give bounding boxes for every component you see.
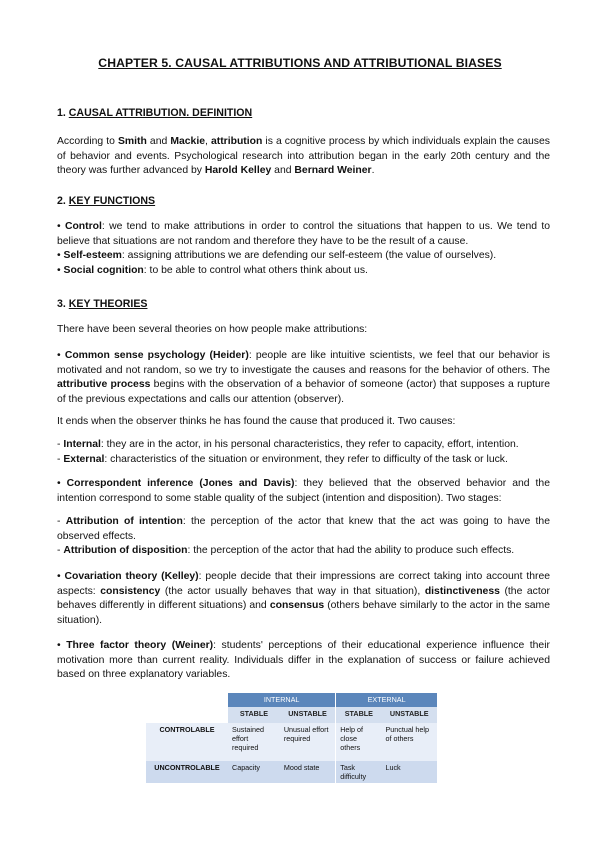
item-text: : characteristics of the situation or environment, they refer to difficulty of the task or luck.	[104, 453, 508, 465]
section-1-title: CAUSAL ATTRIBUTION. DEFINITION	[68, 107, 253, 119]
common-sense-paragraph	[57, 349, 550, 407]
section-3-title: KEY THEORIES	[68, 298, 148, 310]
author-smith: Smith	[118, 136, 147, 147]
item-text: : the perception of the actor that had the ability to produce such effects.	[187, 545, 515, 557]
section-1-paragraph	[57, 135, 550, 179]
text: (the actor behaves differently in different situations) and	[57, 585, 551, 612]
text: is a cognitive process by which individuals explain the causes of behavior and events. Psychological research into attribution began in the early 20th century and the theory was further advanced by	[57, 136, 550, 177]
empty-header-cell	[146, 693, 228, 707]
item-term: Self-esteem	[63, 250, 122, 262]
theory-name: Correspondent inference (Jones and Davis)	[66, 478, 295, 489]
table-cell: Luck	[381, 761, 437, 783]
causes-list	[57, 438, 550, 467]
item-term: Social cognition	[63, 264, 144, 276]
item-text: : we tend to make attributions in order to control the situations that happen to us. We tend to believe that situations are not random and therefore they have to be the result of a cause.	[57, 221, 550, 247]
text: According to	[57, 136, 118, 147]
author-kelley: Harold Kelley	[204, 165, 272, 177]
list-item	[57, 453, 550, 468]
author-mackie: Mackie	[170, 136, 206, 147]
text: : people decide that their impressions are correct taking into account three aspects:	[57, 571, 550, 597]
text: (others behave similarly to the actor in the same situation).	[57, 600, 550, 626]
text: : people are like intuitive scientists, we feel that our behavior is motivated and not random, so we try to investigate the causes and reasons for the behavior of others. The	[57, 350, 550, 376]
bullet: •	[57, 571, 65, 582]
text: ,	[205, 136, 211, 147]
list-item	[57, 220, 550, 249]
row-header: CONTROLABLE	[146, 723, 228, 761]
weiner-attribution-table	[146, 693, 437, 783]
item-text: : to be able to control what others think about us.	[143, 264, 368, 276]
text: and	[146, 136, 171, 147]
section-3-heading	[57, 297, 550, 312]
bullet: •	[57, 640, 67, 651]
table-cell: Unusual effort required	[280, 723, 336, 761]
dash: -	[57, 439, 64, 450]
bullet: •	[57, 250, 64, 262]
list-item	[57, 515, 550, 544]
header-external: EXTERNAL	[336, 693, 437, 707]
subheader-unstable: UNSTABLE	[381, 707, 437, 723]
subheader-unstable: UNSTABLE	[280, 707, 336, 723]
table-cell: Task difficulty	[336, 761, 382, 783]
table-cell: Punctual help of others	[381, 723, 437, 761]
table-row	[146, 761, 437, 783]
term-attribution: attribution	[210, 136, 263, 147]
term: distinctiveness	[424, 585, 500, 597]
stages-list	[57, 515, 550, 559]
author-weiner: Bernard Weiner	[294, 165, 372, 177]
section-2-number: 2.	[57, 195, 69, 207]
term: consistency	[100, 585, 161, 597]
three-factor-paragraph	[57, 639, 550, 683]
theory-name: Common sense psychology (Heider)	[64, 350, 249, 361]
list-item	[57, 249, 550, 264]
text: begins with the observation of a behavior of someone (actor) that supposes a rupture of the previous expectations and calls our attention (observer).	[57, 379, 551, 405]
bullet: •	[57, 264, 64, 276]
chapter-title: CHAPTER 5. CAUSAL ATTRIBUTIONS AND ATTRIBUTIONAL BIASES	[98, 56, 502, 70]
list-item	[57, 438, 550, 453]
section-3-number: 3.	[57, 298, 69, 310]
term: consensus	[269, 600, 325, 612]
intro-text: There have been several theories on how people make attributions:	[57, 324, 368, 335]
section-1-number: 1.	[57, 107, 69, 119]
text: and	[271, 165, 295, 177]
item-term: Internal	[63, 439, 101, 450]
correspondent-inference-paragraph	[57, 477, 550, 506]
row-header: UNCONTROLABLE	[146, 761, 228, 783]
item-term: Attribution of intention	[65, 516, 183, 527]
theories-intro	[57, 323, 550, 338]
bullet: •	[57, 221, 65, 232]
text: : they believed that the observed behavior and the intention correspond to some stable quality of the subject (intention and disposition). Two stages:	[57, 478, 550, 504]
dash: -	[57, 516, 66, 527]
empty-subheader-cell	[146, 707, 228, 723]
theory-name: Three factor theory (Weiner)	[66, 640, 214, 651]
table-cell: Capacity	[228, 761, 280, 783]
key-functions-list	[57, 220, 550, 278]
text: (the actor usually behaves that way in that situation),	[160, 585, 425, 597]
subheader-stable: STABLE	[336, 707, 382, 723]
term: attributive process	[57, 379, 151, 391]
dash: -	[57, 545, 64, 557]
table-row	[146, 723, 437, 761]
covariation-paragraph	[57, 570, 550, 628]
header-internal: INTERNAL	[228, 693, 336, 707]
text: : students' perceptions of their educational experience influence their motivation more than current reality. Individuals differ in the explanation of success or failure achieved based on three explanatory variables.	[57, 640, 550, 681]
subheader-stable: STABLE	[228, 707, 280, 723]
item-term: External	[63, 453, 105, 465]
item-text: : they are in the actor, in his personal characteristics, they refer to capacity, effort, intention.	[100, 439, 519, 450]
bullet: •	[57, 350, 65, 361]
list-item	[57, 264, 550, 279]
table-cell: Help of close others	[336, 723, 382, 761]
section-2-title: KEY FUNCTIONS	[68, 195, 156, 207]
table-header-row	[146, 693, 437, 707]
item-term: Control	[64, 221, 102, 232]
text: It ends when the observer thinks he has found the cause that produced it. Two causes:	[57, 416, 456, 427]
bullet: •	[57, 478, 67, 489]
text: .	[371, 165, 375, 177]
table-cell: Mood state	[280, 761, 336, 783]
item-text: : assigning attributions we are defending our self-esteem (the value of ourselves).	[121, 250, 497, 262]
theory-name: Covariation theory (Kelley)	[64, 571, 199, 582]
item-text: : the perception of the actor that knew that the act was going to have the observed effects.	[57, 516, 550, 542]
list-item	[57, 544, 550, 559]
table-subheader-row	[146, 707, 437, 723]
item-term: Attribution of disposition	[63, 545, 188, 557]
two-causes-intro	[57, 415, 550, 430]
section-2-heading	[57, 194, 550, 209]
table-cell: Sustained effort required	[228, 723, 280, 761]
section-1-heading	[57, 106, 550, 121]
dash: -	[57, 453, 64, 465]
